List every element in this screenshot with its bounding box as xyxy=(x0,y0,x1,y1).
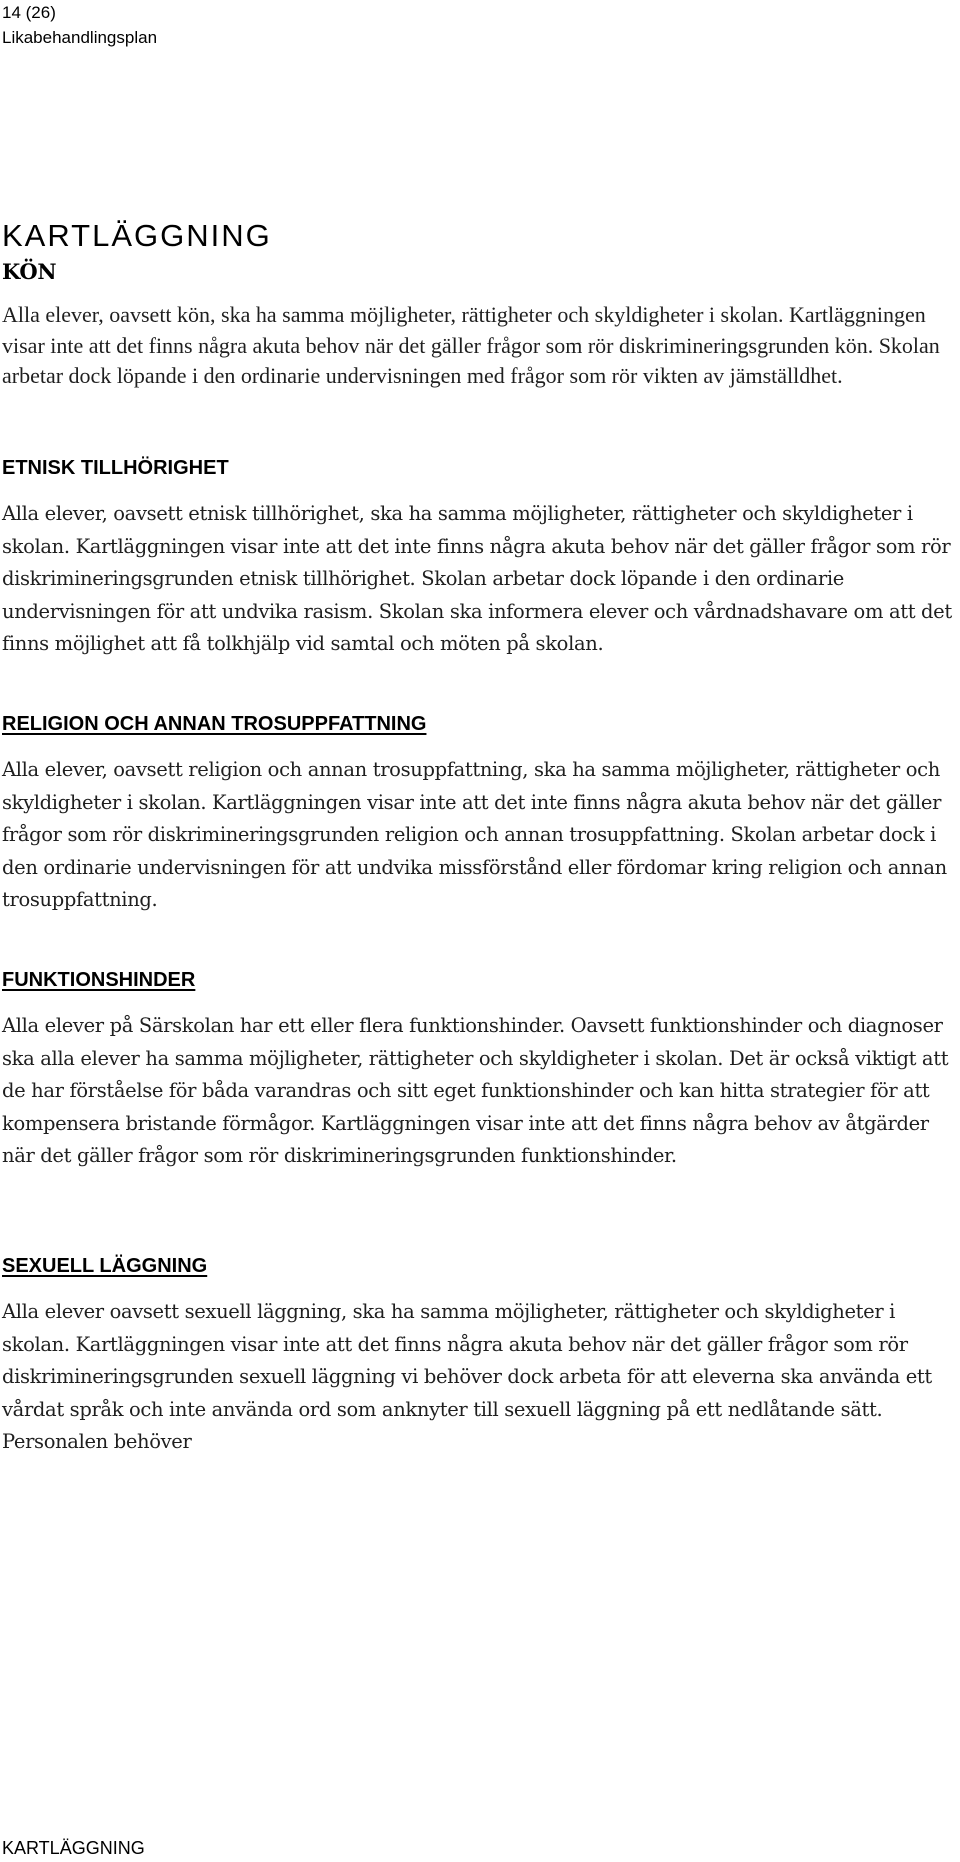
section-sexuell-laggning xyxy=(2,1252,952,1459)
page-title: KARTLÄGGNING xyxy=(2,218,272,253)
section-body: Alla elever, oavsett kön, ska ha samma möjligheter, rättigheter och skyldigheter i skolan. Kartläggningen visar inte att det finns några akuta behov när det gäller frågor som rör diskrimineringsgrunden kön. Skolan arbetar dock löpande i den ordinarie undervisningen med frågor som rör vikten av jämställdhet. xyxy=(2,302,940,388)
section-kon xyxy=(2,258,952,392)
section-religion xyxy=(2,710,952,917)
section-funktionshinder xyxy=(2,966,952,1173)
section-body: Alla elever på Särskolan har ett eller flera funktionshinder. Oavsett funktionshinder och diagnoser ska alla elever ha samma möjligheter, rättigheter och skyldigheter i skolan. Det är också viktigt att de har förståelse för båda varandras och sitt eget funktionshinder och kan hitta strategier för att kompensera bristande förmågor. Kartläggningen visar inte att det finns några behov av åtgärder när det gäller frågor som rör diskrimineringsgrunden funktionshinder. xyxy=(2,1014,949,1167)
section-body: Alla elever, oavsett religion och annan trosuppfattning, ska ha samma möjligheter, rättigheter och skyldigheter i skolan. Kartläggningen visar inte att det inte finns några akuta behov när det gäller frågor som rör diskrimineringsgrunden religion och annan trosuppfattning. Skolan arbetar dock i den ordinarie undervisningen för att undvika missförstånd eller fördomar kring religion och annan trosuppfattning. xyxy=(2,758,947,911)
section-heading: SEXUELL LÄGGNING xyxy=(2,1255,208,1277)
section-body: Alla elever, oavsett etnisk tillhörighet, ska ha samma möjligheter, rättigheter och skyldigheter i skolan. Kartläggningen visar inte att det inte finns några akuta behov när det gäller frågor som rör diskrimineringsgrunden etnisk tillhörighet. Skolan arbetar dock löpande i den ordinarie undervisningen för att undvika rasism. Skolan ska informera elever och vårdnadshavare om att det finns möjlighet att få tolkhjälp vid samtal och möten på skolan. xyxy=(2,502,952,655)
section-heading: KÖN xyxy=(2,259,57,284)
section-heading: FUNKTIONSHINDER xyxy=(2,969,196,991)
document-name: Likabehandlingsplan xyxy=(2,28,158,47)
section-etnisk-tillhorighet xyxy=(2,454,952,661)
section-heading: RELIGION OCH ANNAN TROSUPPFATTNING xyxy=(2,713,427,735)
section-heading: ETNISK TILLHÖRIGHET xyxy=(2,457,229,479)
page-footer: KARTLÄGGNING xyxy=(2,1838,145,1858)
page-header xyxy=(2,0,157,50)
page-number: 14 (26) xyxy=(2,3,56,22)
section-body: Alla elever oavsett sexuell läggning, ska ha samma möjligheter, rättigheter och skyldigheter i skolan. Kartläggningen visar inte att det finns några akuta behov när det gäller frågor som rör diskrimineringsgrunden sexuell läggning vi behöver dock arbeta för att eleverna ska använda ett vårdat språk och inte använda ord som anknyter till sexuell läggning på ett nedlåtande sätt. Personalen behöver xyxy=(2,1300,932,1453)
